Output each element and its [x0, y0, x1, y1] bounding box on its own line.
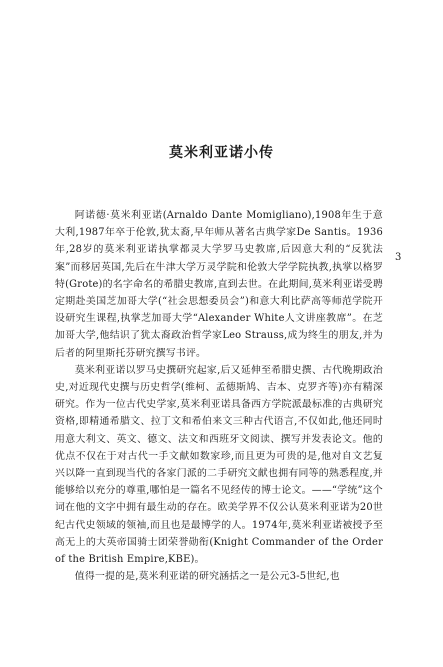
- paragraph-3: 值得一提的是,莫米利亚诺的研究涵括之一是公元3-5世纪,也: [74, 571, 340, 583]
- page-title: 莫米利亚诺小传: [169, 145, 274, 161]
- body-text: [55, 207, 383, 585]
- paragraph-1: 阿诺德·莫米利亚诺(Arnaldo Dante Momigliano),1908年生于意大利,1987年卒于伦敦,犹太裔,早年师从著名古典学家De Santis。1936年,28岁的莫米利亚诺执掌都灵大学罗马史教席,后因意大利的“反犹法案”而移居英国,先后在牛津大学万灵学院和伦敦大学学院执教,执掌以格罗特(Grote)的名字命名的希腊史教席,直到去世。在此期间,莫米利亚诺受聘定期赴美国芝加哥大学(“社会思想委员会”)和意大利比萨高等师范学院开设研究生课程,执掌芝加哥大学“Alexander White人文讲座教席”。在芝加哥大学,他结识了犹太裔政治哲学家Leo Strauss,成为终生的朋友,并为后者的阿里斯托芬研究撰写书评。: [55, 210, 383, 359]
- paragraph-2: 莫米利亚诺以罗马史撰研究起家,后又延伸至希腊史撰、古代晚期政治史,对近现代史撰与历史哲学(维柯、孟德斯鸠、吉本、克罗齐等)亦有精深研究。作为一位古代史学家,莫米利亚诺具备西方学院派最标准的古典研究资格,即精通希腊文、拉丁文和希伯来文三种古代语言,不仅如此,他还同时用意大利文、英文、德文、法文和西班牙文阅读、撰写并发表论文。他的优点不仅在于对古代一手文献如数家珍,而且更为可贵的是,他对自文艺复兴以降一直到现当代的各家门派的二手研究文献也拥有同等的熟悉程度,并能够给以充分的尊重,哪怕是一篇名不见经传的博士论文。——“学统”这个词在他的文字中拥有最生动的存在。欧美学界不仅公认莫米利亚诺为20世纪古代史领域的领袖,而且也是最博学的人。1974年,莫米利亚诺被授予至高无上的大英帝国骑士团荣誉勋衔(Knight Commander of the Order of the British Empire,KBE)。: [55, 364, 383, 566]
- page-number: 3: [395, 252, 402, 263]
